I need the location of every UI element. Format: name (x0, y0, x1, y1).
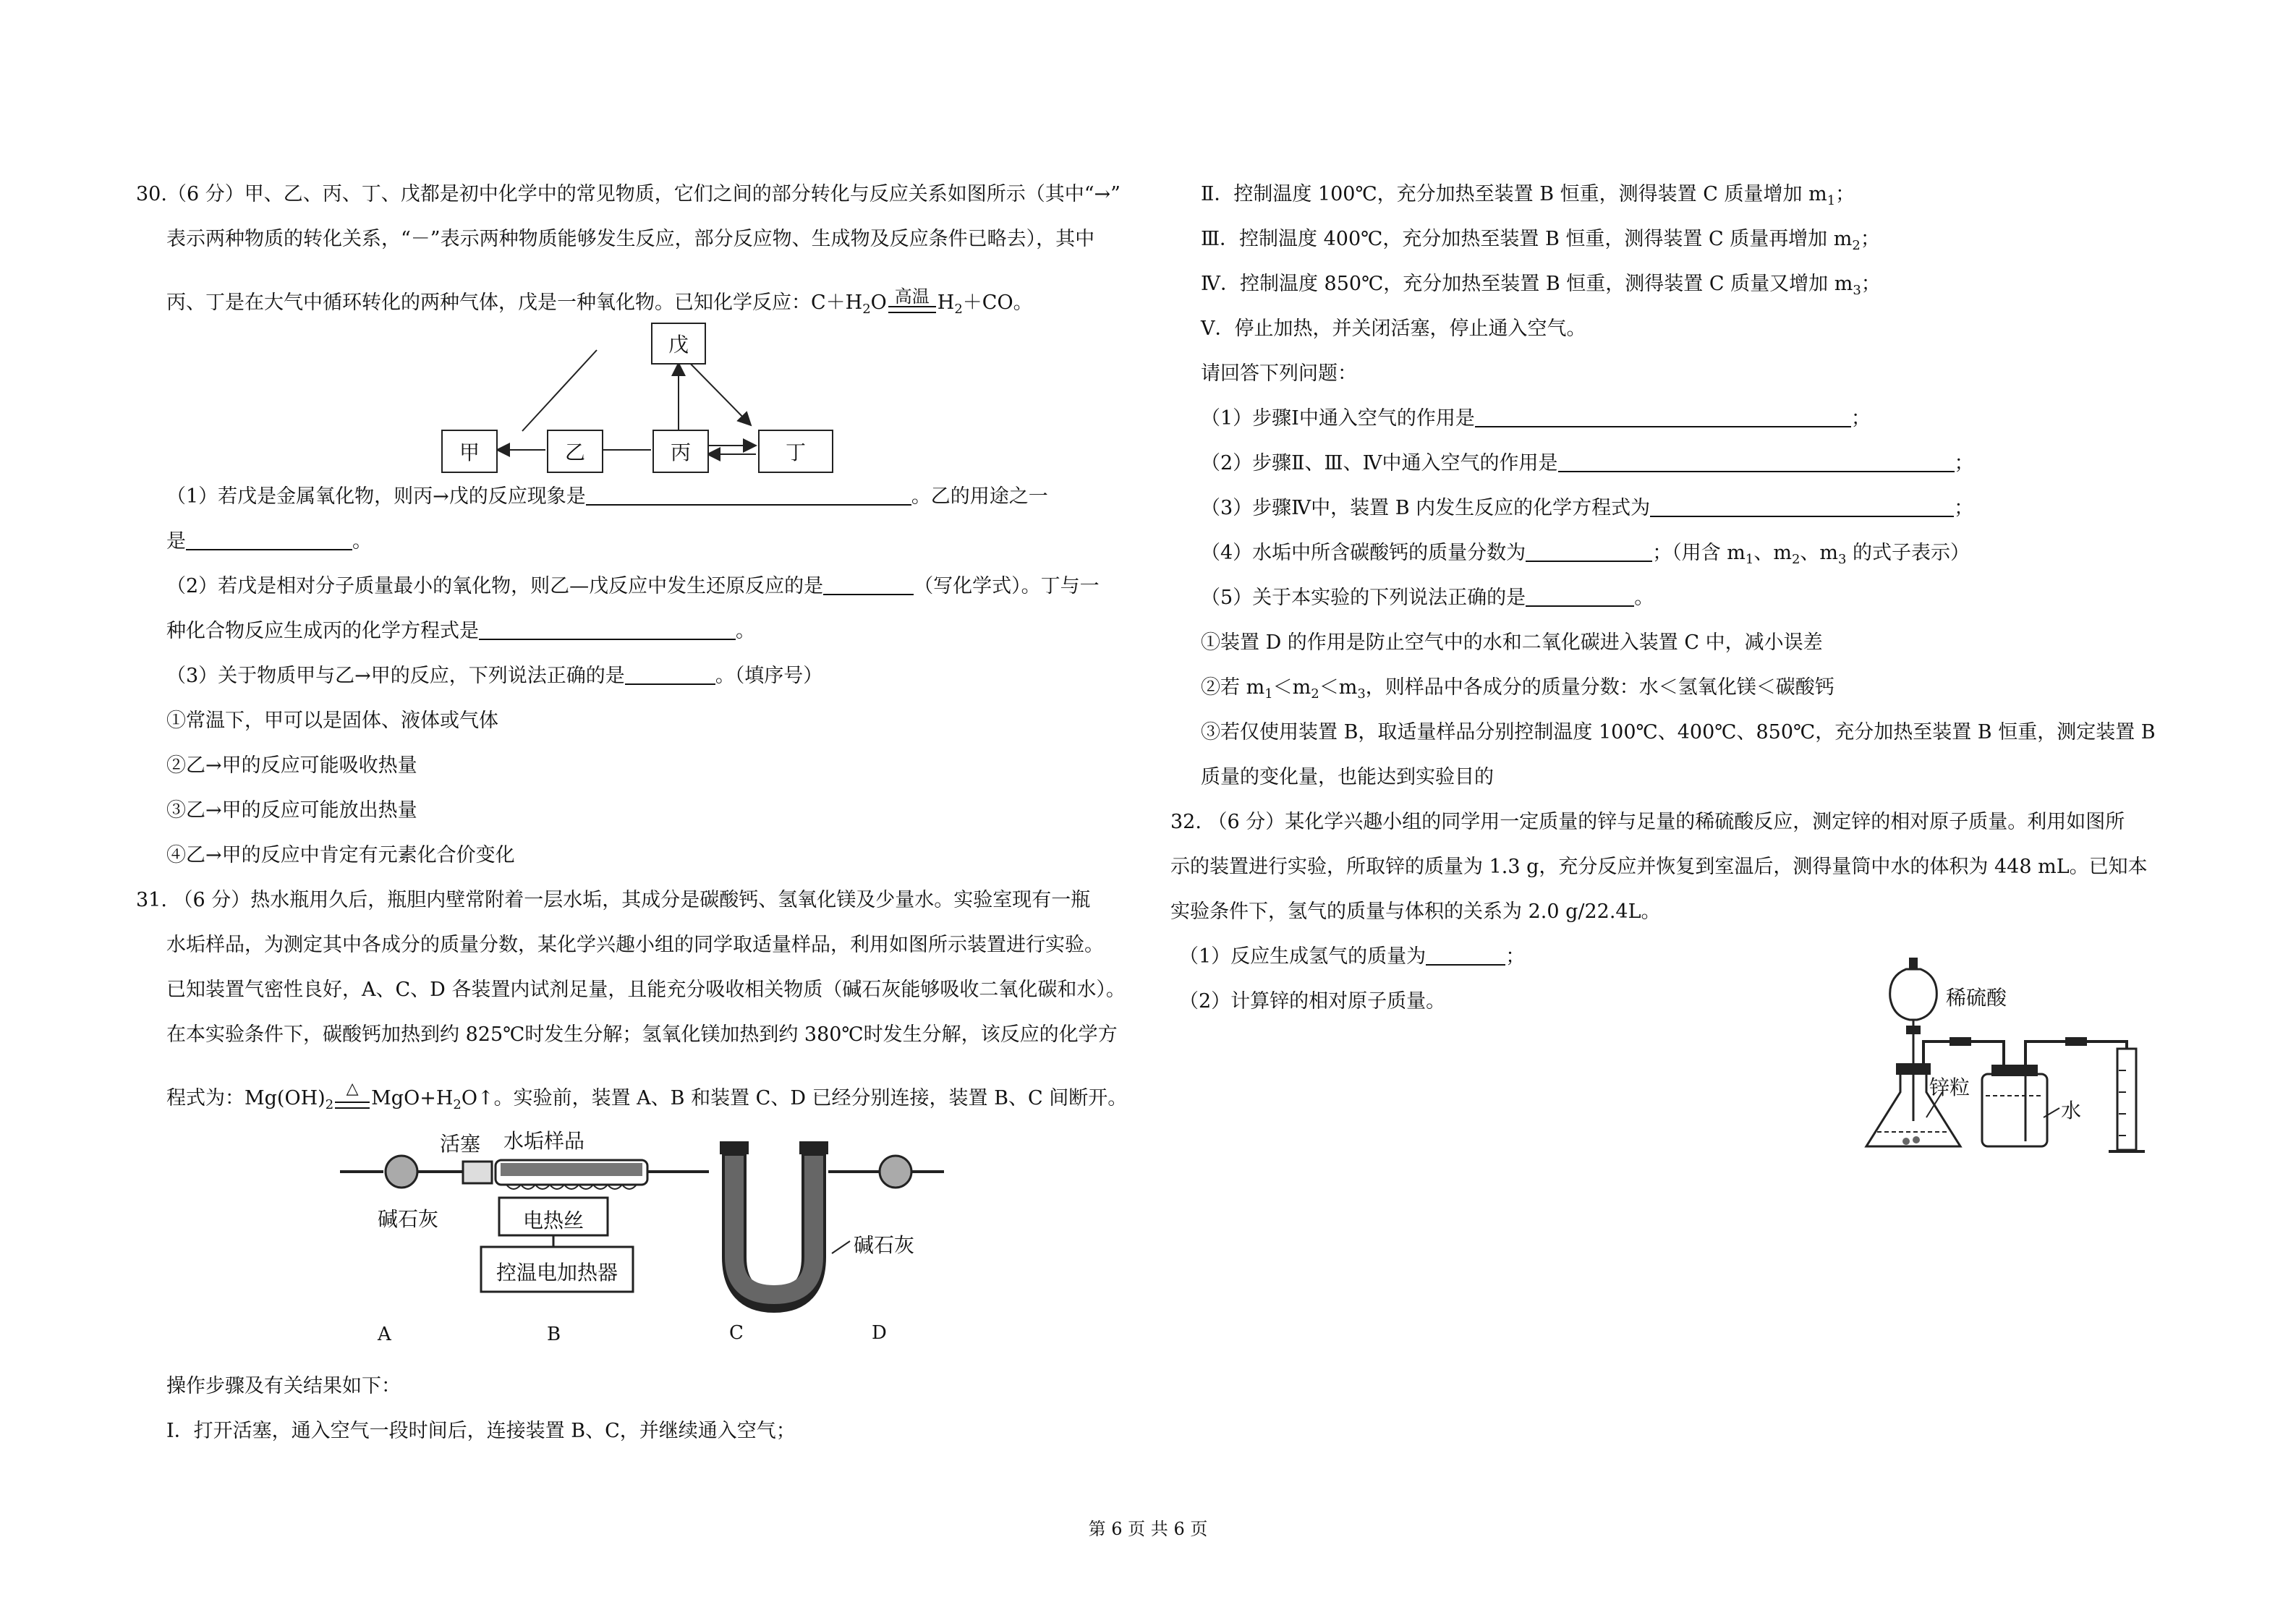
u-tube-stopper-right (799, 1141, 828, 1154)
u-tube-stopper-left (720, 1141, 749, 1154)
answer-end: ； (1954, 497, 1974, 519)
soda-lime-bulb-d (880, 1156, 911, 1188)
q31-line2: 水垢样品，为测定其中各成分的质量分数，某化学兴趣小组的同学取适量样品，利用如图所示装置进行实验。 (166, 934, 1104, 956)
label-soda-lime-d: 碱石灰 (854, 1233, 915, 1257)
bottle-stopper (1991, 1065, 2038, 1076)
q30-line3-o: O (870, 291, 887, 314)
subscript: 2 (1852, 238, 1861, 253)
answer-prompt: （2）步骤Ⅱ、Ⅲ、Ⅳ中通入空气的作用是 (1201, 452, 1558, 474)
subscript: 1 (1264, 686, 1273, 702)
step-end: ； (1835, 183, 1855, 205)
reaction-condition (333, 1080, 371, 1117)
answer-prompt: （5）关于本实验的下列说法正确的是 (1201, 587, 1526, 609)
lime-pointer (832, 1241, 850, 1253)
zinc-particle (1902, 1138, 1910, 1145)
choice-text: ＜m (1272, 676, 1311, 699)
q30-part1-text2: 。乙的用途之一 (911, 485, 1048, 508)
node-bing: 丙 (652, 430, 709, 473)
answer-blank[interactable] (625, 665, 715, 685)
q31-line5-text2: MgO+H (371, 1087, 454, 1109)
q30-line2: 表示两种物质的转化关系，“－”表示两种物质能够发生反应，部分反应物、生成物及反应条件已略去），其中 (166, 228, 1095, 250)
funnel-stopper (1909, 958, 1918, 969)
subscript: 2 (325, 1097, 334, 1112)
answer-end: ； (1850, 407, 1871, 430)
q30-option-3: ③乙→甲的反应可能放出热量 (166, 799, 417, 822)
answer-blank[interactable] (186, 530, 352, 550)
q31-answer-5 (1201, 586, 1654, 610)
q30-part2-text: （2）若戊是相对分子质量最小的氧化物，则乙—戊反应中发生还原反应的是 (166, 575, 824, 597)
flask-stopper (1896, 1063, 1931, 1075)
label-a: A (378, 1324, 391, 1345)
answer-blank[interactable] (1526, 542, 1652, 562)
stopcock-icon[interactable] (463, 1162, 492, 1183)
q32-part2: （2）计算锌的相对原子质量。 (1179, 990, 1446, 1013)
answer-hint: 、m (1753, 542, 1792, 564)
equals-sign (335, 1102, 370, 1109)
q32-line1: 32. （6 分）某化学兴趣小组的同学用一定质量的锌与足量的稀硫酸反应，测定锌的相对原子质量。利用如图所 (1170, 811, 2125, 833)
subscript: 2 (954, 302, 963, 317)
q31-answer-4 (1201, 541, 1970, 572)
q31-step-3 (1201, 227, 1880, 258)
answer-blank[interactable] (1475, 407, 1851, 427)
q31-line4: 在本实验条件下，碳酸钙加热到约 825℃时发生分解；氢氧化镁加热到约 380℃时发生分解，该反应的化学方 (166, 1023, 1118, 1046)
q30-line3-h: H (937, 291, 955, 314)
q31-steps-title: 操作步骤及有关结果如下： (166, 1375, 401, 1397)
label-scale-sample: 水垢样品 (503, 1129, 585, 1153)
answer-end: ； (1954, 452, 1974, 474)
label-heater: 控温电加热器 (496, 1261, 618, 1285)
answer-blank[interactable] (823, 575, 914, 595)
line-yi-wu (522, 350, 597, 431)
answer-prompt: （3）步骤Ⅳ中，装置 B 内发生反应的化学方程式为 (1201, 497, 1651, 519)
rubber-joint (1950, 1037, 1971, 1046)
step-end: ； (1860, 228, 1880, 250)
node-wu: 戊 (651, 323, 706, 365)
q31-choice-3: ③若仅使用装置 B，取适量样品分别控制温度 100℃、400℃、850℃，充分加热至装置 B 恒重，测定装置 B (1201, 721, 2156, 744)
q31-step-5: Ⅴ．停止加热，并关闭活塞，停止通入空气。 (1201, 318, 1586, 340)
answer-prompt: （1）步骤Ⅰ中通入空气的作用是 (1201, 407, 1475, 430)
q32-part1 (1179, 945, 1525, 969)
subscript: 1 (1827, 193, 1836, 208)
answer-blank[interactable] (1426, 945, 1505, 966)
q30-part1-end: 。 (352, 530, 372, 553)
q30-part1-cont (166, 529, 372, 554)
subscript: 2 (453, 1097, 462, 1112)
label-water: 水 (2061, 1099, 2082, 1123)
soda-lime-bulb-a (386, 1156, 417, 1188)
q30-option-1: ①常温下，甲可以是固体、液体或气体 (166, 710, 498, 732)
q31-choice-1: ①装置 D 的作用是防止空气中的水和二氧化碳进入装置 C 中，减小误差 (1201, 631, 1823, 654)
q30-part3 (166, 664, 822, 689)
answer-prompt: （1）反应生成氢气的质量为 (1179, 945, 1427, 968)
q31-choice-3-cont: 质量的变化量，也能达到实验目的 (1201, 766, 1494, 788)
node-ding: 丁 (758, 430, 833, 473)
separatory-funnel (1890, 969, 1937, 1020)
subscript: 2 (862, 302, 871, 317)
label-stopcock: 活塞 (440, 1132, 481, 1156)
answer-blank[interactable] (479, 620, 736, 640)
q31-ask: 请回答下列问题： (1201, 362, 1357, 385)
q30-part3-text: （3）关于物质甲与乙→甲的反应，下列说法正确的是 (166, 665, 625, 687)
q30-part1-text3: 是 (166, 530, 186, 553)
answer-blank[interactable] (1650, 497, 1954, 517)
q30-part2-cont (166, 619, 755, 644)
reaction-condition (887, 286, 937, 322)
q31-step-2 (1201, 182, 1855, 213)
q30-part1 (166, 485, 1048, 509)
step-text: Ⅲ．控制温度 400℃，充分加热至装置 B 恒重，测得装置 C 质量再增加 m (1201, 228, 1853, 250)
step-text: Ⅳ．控制温度 850℃，充分加热至装置 B 恒重，测得装置 C 质量又增加 m (1201, 273, 1853, 295)
q32-line3: 实验条件下，氢气的质量与体积的关系为 2.0 g/22.4L。 (1170, 900, 1661, 923)
rubber-joint (2065, 1037, 2087, 1046)
subscript: 2 (1791, 552, 1800, 567)
q30-part3-text2: 。（填序号） (715, 665, 823, 687)
label-heating-wire: 电热丝 (522, 1209, 584, 1232)
page-footer: 第 6 页 共 6 页 (1088, 1519, 1208, 1539)
answer-hint: 的式子表示） (1846, 542, 1970, 564)
subscript: 2 (1311, 686, 1319, 702)
equals-sign (888, 306, 936, 313)
answer-blank[interactable] (1558, 452, 1955, 472)
label-soda-lime-a: 碱石灰 (378, 1207, 439, 1231)
scale-sample-layer (501, 1163, 642, 1176)
q30-line1: 30.（6 分）甲、乙、丙、丁、戊都是初中化学中的常见物质，它们之间的部分转化与反应关系如图所示（其中“→” (136, 183, 1121, 205)
subscript: 1 (1745, 552, 1754, 567)
q31-apparatus-figure (333, 1129, 948, 1351)
node-yi: 乙 (547, 430, 603, 473)
node-jia: 甲 (441, 430, 498, 473)
q31-step-4 (1201, 272, 1881, 303)
q31-step-1: Ⅰ．打开活塞，通入空气一段时间后，连接装置 B、C，并继续通入空气； (166, 1420, 796, 1442)
label-c: C (729, 1322, 744, 1344)
q31-line1: 31. （6 分）热水瓶用久后，瓶胆内壁常附着一层水垢，其成分是碳酸钙、氢氧化镁及少量水。实验室现有一瓶 (136, 889, 1091, 911)
answer-end: 。 (1634, 587, 1654, 609)
q31-line5-text: 程式为：Mg(OH) (166, 1087, 326, 1109)
answer-prompt: （4）水垢中所含碳酸钙的质量分数为 (1201, 542, 1526, 564)
water-bottle (1982, 1074, 2047, 1146)
step-end: ； (1861, 273, 1881, 295)
step-text: Ⅱ．控制温度 100℃，充分加热至装置 B 恒重，测得装置 C 质量增加 m (1201, 183, 1827, 205)
q30-part1-text: （1）若戊是金属氧化物，则丙→戊的反应现象是 (166, 485, 586, 508)
gas-collection-drawing (1848, 947, 2152, 1164)
answer-end: ； (1505, 945, 1526, 968)
funnel-tap-icon[interactable] (1906, 1026, 1921, 1034)
subscript: 3 (1838, 552, 1847, 567)
q30-part2-end: 。 (736, 620, 755, 642)
choice-text: ＜m (1319, 676, 1358, 699)
q31-answer-3 (1201, 496, 1973, 521)
q30-option-4: ④乙→甲的反应中肯定有元素化合价变化 (166, 844, 515, 866)
q30-part2-text2: （写化学式）。丁与一 (914, 575, 1100, 597)
label-zinc: 锌粒 (1929, 1075, 1970, 1099)
q30-part2-text3: 种化合物反应生成丙的化学方程式是 (166, 620, 479, 642)
q30-option-2: ②乙→甲的反应可能吸收热量 (166, 754, 417, 777)
q31-answer-1 (1201, 406, 1871, 431)
condition-label: 高温 (894, 286, 930, 307)
heat-symbol: △ (346, 1080, 359, 1098)
choice-text: ，则样品中各成分的质量分数：水＜氢氧化镁＜碳酸钙 (1365, 676, 1834, 699)
answer-hint: ；（用含 m (1652, 542, 1746, 564)
q30-line3 (166, 286, 1033, 322)
q31-answer-2 (1201, 451, 1974, 476)
zinc-particle (1913, 1136, 1920, 1143)
label-d: D (872, 1322, 887, 1344)
q31-line5 (166, 1080, 1128, 1117)
subscript: 3 (1853, 283, 1861, 298)
label-dilute-acid: 稀硫酸 (1946, 986, 2007, 1010)
q31-line5-end: O↑。实验前，装置 A、B 和装置 C、D 已经分别连接，装置 B、C 间断开。 (461, 1087, 1128, 1109)
q31-choice-2 (1201, 676, 1834, 707)
q30-line3-end: ＋CO。 (962, 291, 1033, 314)
subscript: 3 (1357, 686, 1366, 702)
answer-blank[interactable] (586, 485, 911, 506)
q30-part2 (166, 574, 1100, 599)
q30-line3-text: 丙、丁是在大气中循环转化的两种气体，戊是一种氧化物。已知化学反应：C＋H (166, 291, 863, 314)
answer-hint: 、m (1800, 542, 1838, 564)
q30-relation-diagram (434, 323, 839, 474)
q31-line3: 已知装置气密性良好，A、C、D 各装置内试剂足量，且能充分吸收相关物质（碱石灰能够吸收二氧化碳和水）。 (166, 979, 1126, 1001)
q32-apparatus-figure (1848, 947, 2152, 1164)
answer-blank[interactable] (1526, 587, 1634, 607)
q32-line2: 示的装置进行实验，所取锌的质量为 1.3 g，充分反应并恢复到室温后，测得量筒中水的体积为 448 mL。已知本 (1170, 856, 2148, 878)
label-b: B (547, 1324, 561, 1345)
choice-text: ②若 m (1201, 676, 1265, 699)
